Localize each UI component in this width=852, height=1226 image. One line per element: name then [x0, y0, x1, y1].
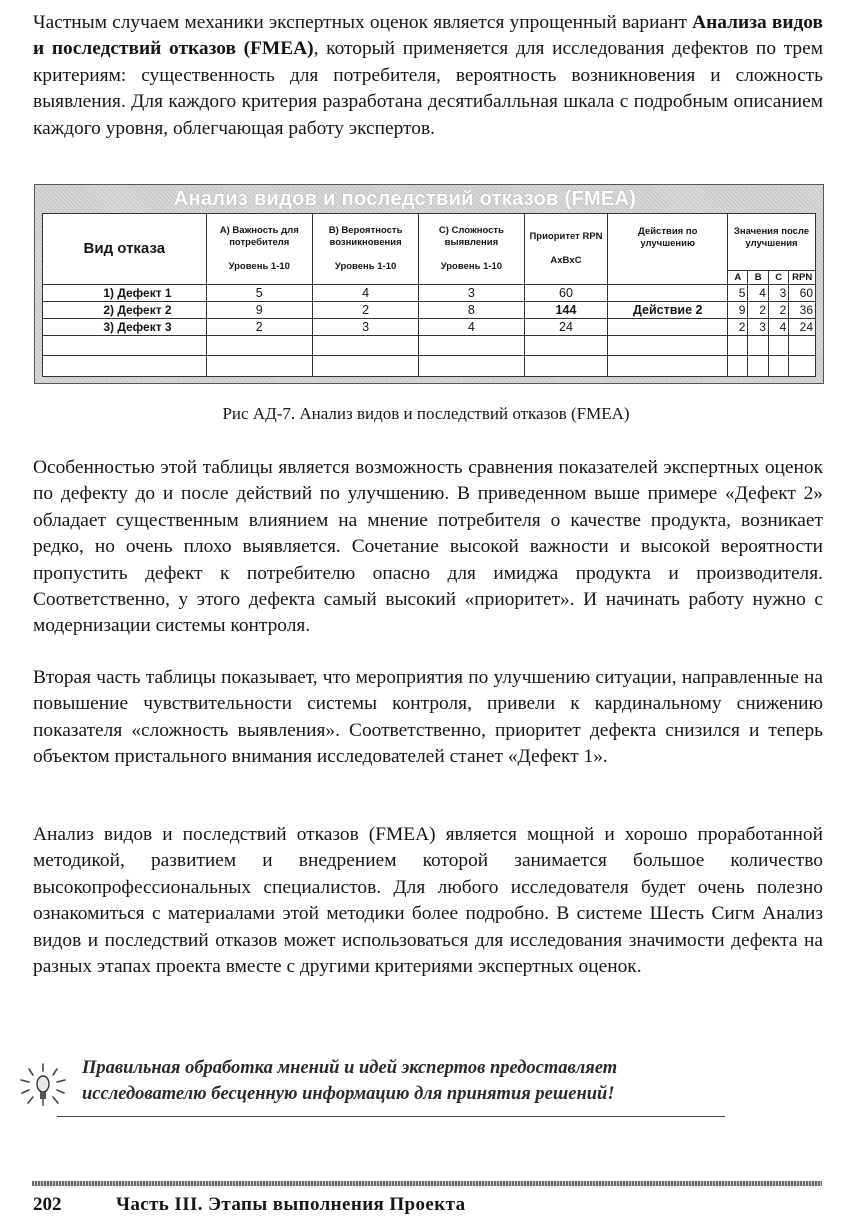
fmea-figure [34, 184, 824, 384]
empty-cell [728, 335, 748, 356]
table-row [43, 301, 816, 318]
table-row [43, 284, 816, 301]
row-action [608, 318, 728, 335]
running-footer: Часть III. Этапы выполнения Проекта [116, 1194, 466, 1215]
empty-cell [419, 356, 524, 377]
row-after-b: 3 [748, 318, 768, 335]
note-text: Правильная обработка мнений и идей экспертов предоставляет исследователю бесценную информацию для принятия решений! [82, 1058, 618, 1104]
row-after-a: 5 [728, 284, 748, 301]
row-after-c: 2 [768, 301, 788, 318]
row-name: 2) Дефект 2 [43, 301, 207, 318]
row-value-b: 2 [312, 301, 418, 318]
row-after-rpn: 60 [789, 284, 816, 301]
empty-cell [748, 356, 768, 377]
header-priority [524, 214, 608, 285]
body-paragraph-2: Вторая часть таблицы показывает, что мероприятия по улучшению ситуации, направленные на повышение чувствительности системы контроля, привели к кардинальному снижению показателя «сложность выявления». Соответственно, приоритет дефекта снизился и теперь объектом пристального внимания исследователей станет «Дефект 1». [33, 667, 823, 768]
table-row [43, 318, 816, 335]
header-col-c [419, 214, 524, 285]
empty-cell [608, 335, 728, 356]
row-after-b: 2 [748, 301, 768, 318]
header-col-a-level: Уровень 1-10 [228, 260, 290, 272]
note-underline [57, 1116, 725, 1117]
row-name: 1) Дефект 1 [43, 284, 207, 301]
empty-cell [608, 356, 728, 377]
row-after-rpn: 36 [789, 301, 816, 318]
row-value-a: 9 [206, 301, 312, 318]
header-failure-mode: Вид отказа [43, 214, 207, 285]
header-col-c-label: C) Сложность выявления [438, 224, 504, 248]
row-after-a: 2 [728, 318, 748, 335]
table-row-empty [43, 335, 816, 356]
row-value-a: 2 [206, 318, 312, 335]
header-priority-label: Приоритет RPN [529, 230, 603, 242]
row-after-rpn: 24 [789, 318, 816, 335]
empty-cell [206, 335, 312, 356]
row-value-a: 5 [206, 284, 312, 301]
body-paragraph-3: Анализ видов и последствий отказов (FMEA) является мощной и хорошо проработанной методикой, развитием и внедрением которой занимается большое количество высокопрофессиональных специалистов. Для любого исследователя будет очень полезно ознакомиться с материалами этой методики более подробно. В системе Шесть Сигм Анализ видов и последствий отказов может использоваться для исследования значимости дефекта на разных этапах проекта вместе с другими критериями экспертных оценок. [33, 824, 823, 978]
row-action: Действие 2 [608, 301, 728, 318]
header-col-b [312, 214, 418, 285]
lightbulb-icon [18, 1062, 68, 1108]
header-after: Значения после улучшения [728, 214, 816, 271]
row-after-a: 9 [728, 301, 748, 318]
after-col-b: B [748, 270, 768, 284]
header-col-a [206, 214, 312, 285]
empty-cell [748, 335, 768, 356]
header-col-c-level: Уровень 1-10 [440, 260, 503, 272]
intro-text-before: Частным случаем механики экспертных оценок является упрощенный вариант [33, 12, 693, 33]
figure-caption: Рис АД-7. Анализ видов и последствий отказов (FMEA) [222, 404, 630, 423]
empty-cell [43, 356, 207, 377]
empty-cell [524, 335, 608, 356]
row-action [608, 284, 728, 301]
row-value-b: 4 [312, 284, 418, 301]
empty-cell [728, 356, 748, 377]
empty-cell [312, 356, 418, 377]
empty-cell [312, 335, 418, 356]
table-row-empty [43, 356, 816, 377]
empty-cell [419, 335, 524, 356]
empty-cell [768, 356, 788, 377]
after-col-rpn: RPN [789, 270, 816, 284]
empty-cell [43, 335, 207, 356]
intro-text-after: , который применяется для исследования дефектов по трем критериям: существенность для потребителя, вероятность возникновения и сложность выявления. Для каждого критерия разработана десятибалльная шкала с подробным описанием каждого уровня, облегчающая работу экспертов. [33, 38, 823, 139]
page-number: 202 [33, 1194, 62, 1215]
row-rpn: 60 [524, 284, 608, 301]
row-after-c: 3 [768, 284, 788, 301]
figure-title: Анализ видов и последствий отказов (FMEA) [173, 188, 637, 210]
row-value-c: 3 [419, 284, 524, 301]
fmea-table [42, 213, 816, 377]
row-value-c: 4 [419, 318, 524, 335]
row-after-b: 4 [748, 284, 768, 301]
header-col-b-label: B) Вероятность возникновения [328, 224, 403, 248]
header-actions: Действия по улучшению [608, 214, 728, 285]
empty-cell [524, 356, 608, 377]
intro-paragraph [33, 10, 823, 142]
row-after-c: 4 [768, 318, 788, 335]
intro-bold-term: Анализа видов и последствий отказов (FMEA) [33, 12, 823, 60]
empty-cell [789, 335, 816, 356]
row-value-c: 8 [419, 301, 524, 318]
header-col-a-label: A) Важность для потребителя [219, 224, 299, 248]
row-name: 3) Дефект 3 [43, 318, 207, 335]
empty-cell [789, 356, 816, 377]
empty-cell [206, 356, 312, 377]
row-rpn: 144 [524, 301, 608, 318]
row-value-b: 3 [312, 318, 418, 335]
after-col-c: C [768, 270, 788, 284]
footer-divider [32, 1181, 822, 1186]
empty-cell [768, 335, 788, 356]
header-priority-formula: AxBxC [550, 254, 582, 266]
after-col-a: A [728, 270, 748, 284]
body-paragraph-1: Особенностью этой таблицы является возможность сравнения показателей экспертных оценок по дефекту до и после действий по улучшению. В приведенном выше примере «Дефект 2» обладает существенным влиянием на мнение потребителя о качестве продукта, возникает редко, но очень плохо выявляется. Сочетание высокой важности и высокой вероятности пропустить дефект к потребителю опасно для имиджа продукта и производителя. Соответственно, у этого дефекта самый высокий «приоритет». И начинать работу нужно с модернизации системы контроля. [33, 457, 823, 637]
header-col-b-level: Уровень 1-10 [334, 260, 397, 272]
row-rpn: 24 [524, 318, 608, 335]
